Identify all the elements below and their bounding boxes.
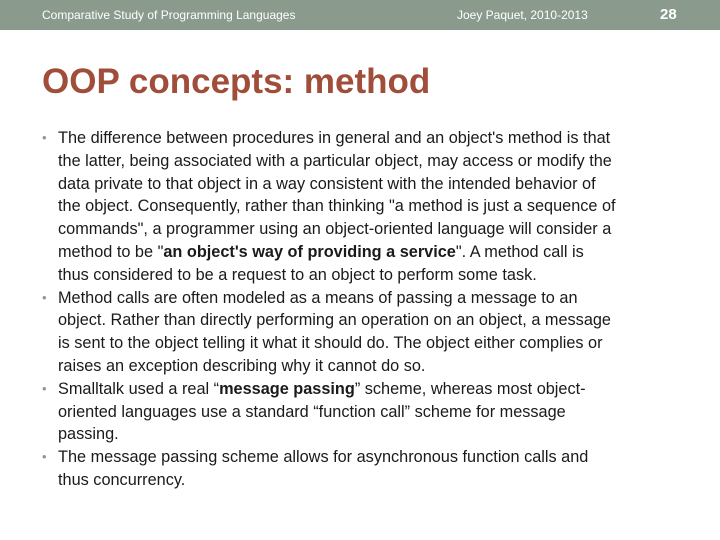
emphasis-text: message passing [219, 379, 355, 398]
bullet-dot-icon: • [42, 130, 47, 145]
bullet-dot-icon: • [42, 380, 47, 396]
bullet-line [58, 241, 682, 264]
course-title: Comparative Study of Programming Languages [42, 8, 296, 22]
bullet-line [58, 378, 682, 401]
bullet-line: oriented languages use a standard “function call” scheme for message [58, 402, 566, 421]
bullet-line: The message passing scheme allows for asynchronous function calls and [58, 448, 589, 467]
bullet-line: is sent to the object telling it what it should do. The object either complies or [58, 334, 603, 353]
bullet-line: Method calls are often modeled as a means of passing a message to an [58, 288, 578, 307]
text-run: ” scheme, whereas most object- [354, 379, 586, 398]
page-number: 28 [660, 6, 677, 23]
bullet-line: The difference between procedures in general and an object's method is that [58, 129, 611, 147]
bullet-line: object. Rather than directly performing an operation on an object, a message [58, 311, 611, 330]
bullet-line: passing. [58, 425, 119, 444]
slide-title: OOP concepts: method [42, 62, 431, 101]
bullet-line: the latter, being associated with a particular object, may access or modify the [58, 151, 612, 170]
bullet-line: data private to that object in a way consistent with the intended behavior of [58, 174, 596, 193]
text-run: method to be " [58, 242, 164, 261]
bullet-item [42, 287, 682, 378]
bullet-item [42, 378, 682, 446]
emphasis-text: an object's way of providing a service [163, 242, 456, 261]
bullet-item [42, 446, 682, 492]
bullet-item [42, 127, 682, 287]
bullet-dot-icon: • [42, 289, 47, 305]
bullet-line: commands", a programmer using an object-oriented language will consider a [58, 220, 612, 239]
bullet-dot-icon: • [42, 449, 47, 465]
bullet-list [42, 127, 682, 492]
header-bar [0, 0, 720, 30]
bullet-line: raises an exception describing why it cannot do so. [58, 356, 426, 375]
bullet-line: the object. Consequently, rather than thinking "a method is just a sequence of [58, 197, 616, 216]
author-date: Joey Paquet, 2010-2013 [457, 8, 588, 22]
text-run: ". A method call is [455, 242, 584, 261]
bullet-line: thus considered to be a request to an object to perform some task. [58, 265, 537, 284]
bullet-line: thus concurrency. [58, 470, 186, 489]
text-run: Smalltalk used a real “ [58, 379, 220, 398]
